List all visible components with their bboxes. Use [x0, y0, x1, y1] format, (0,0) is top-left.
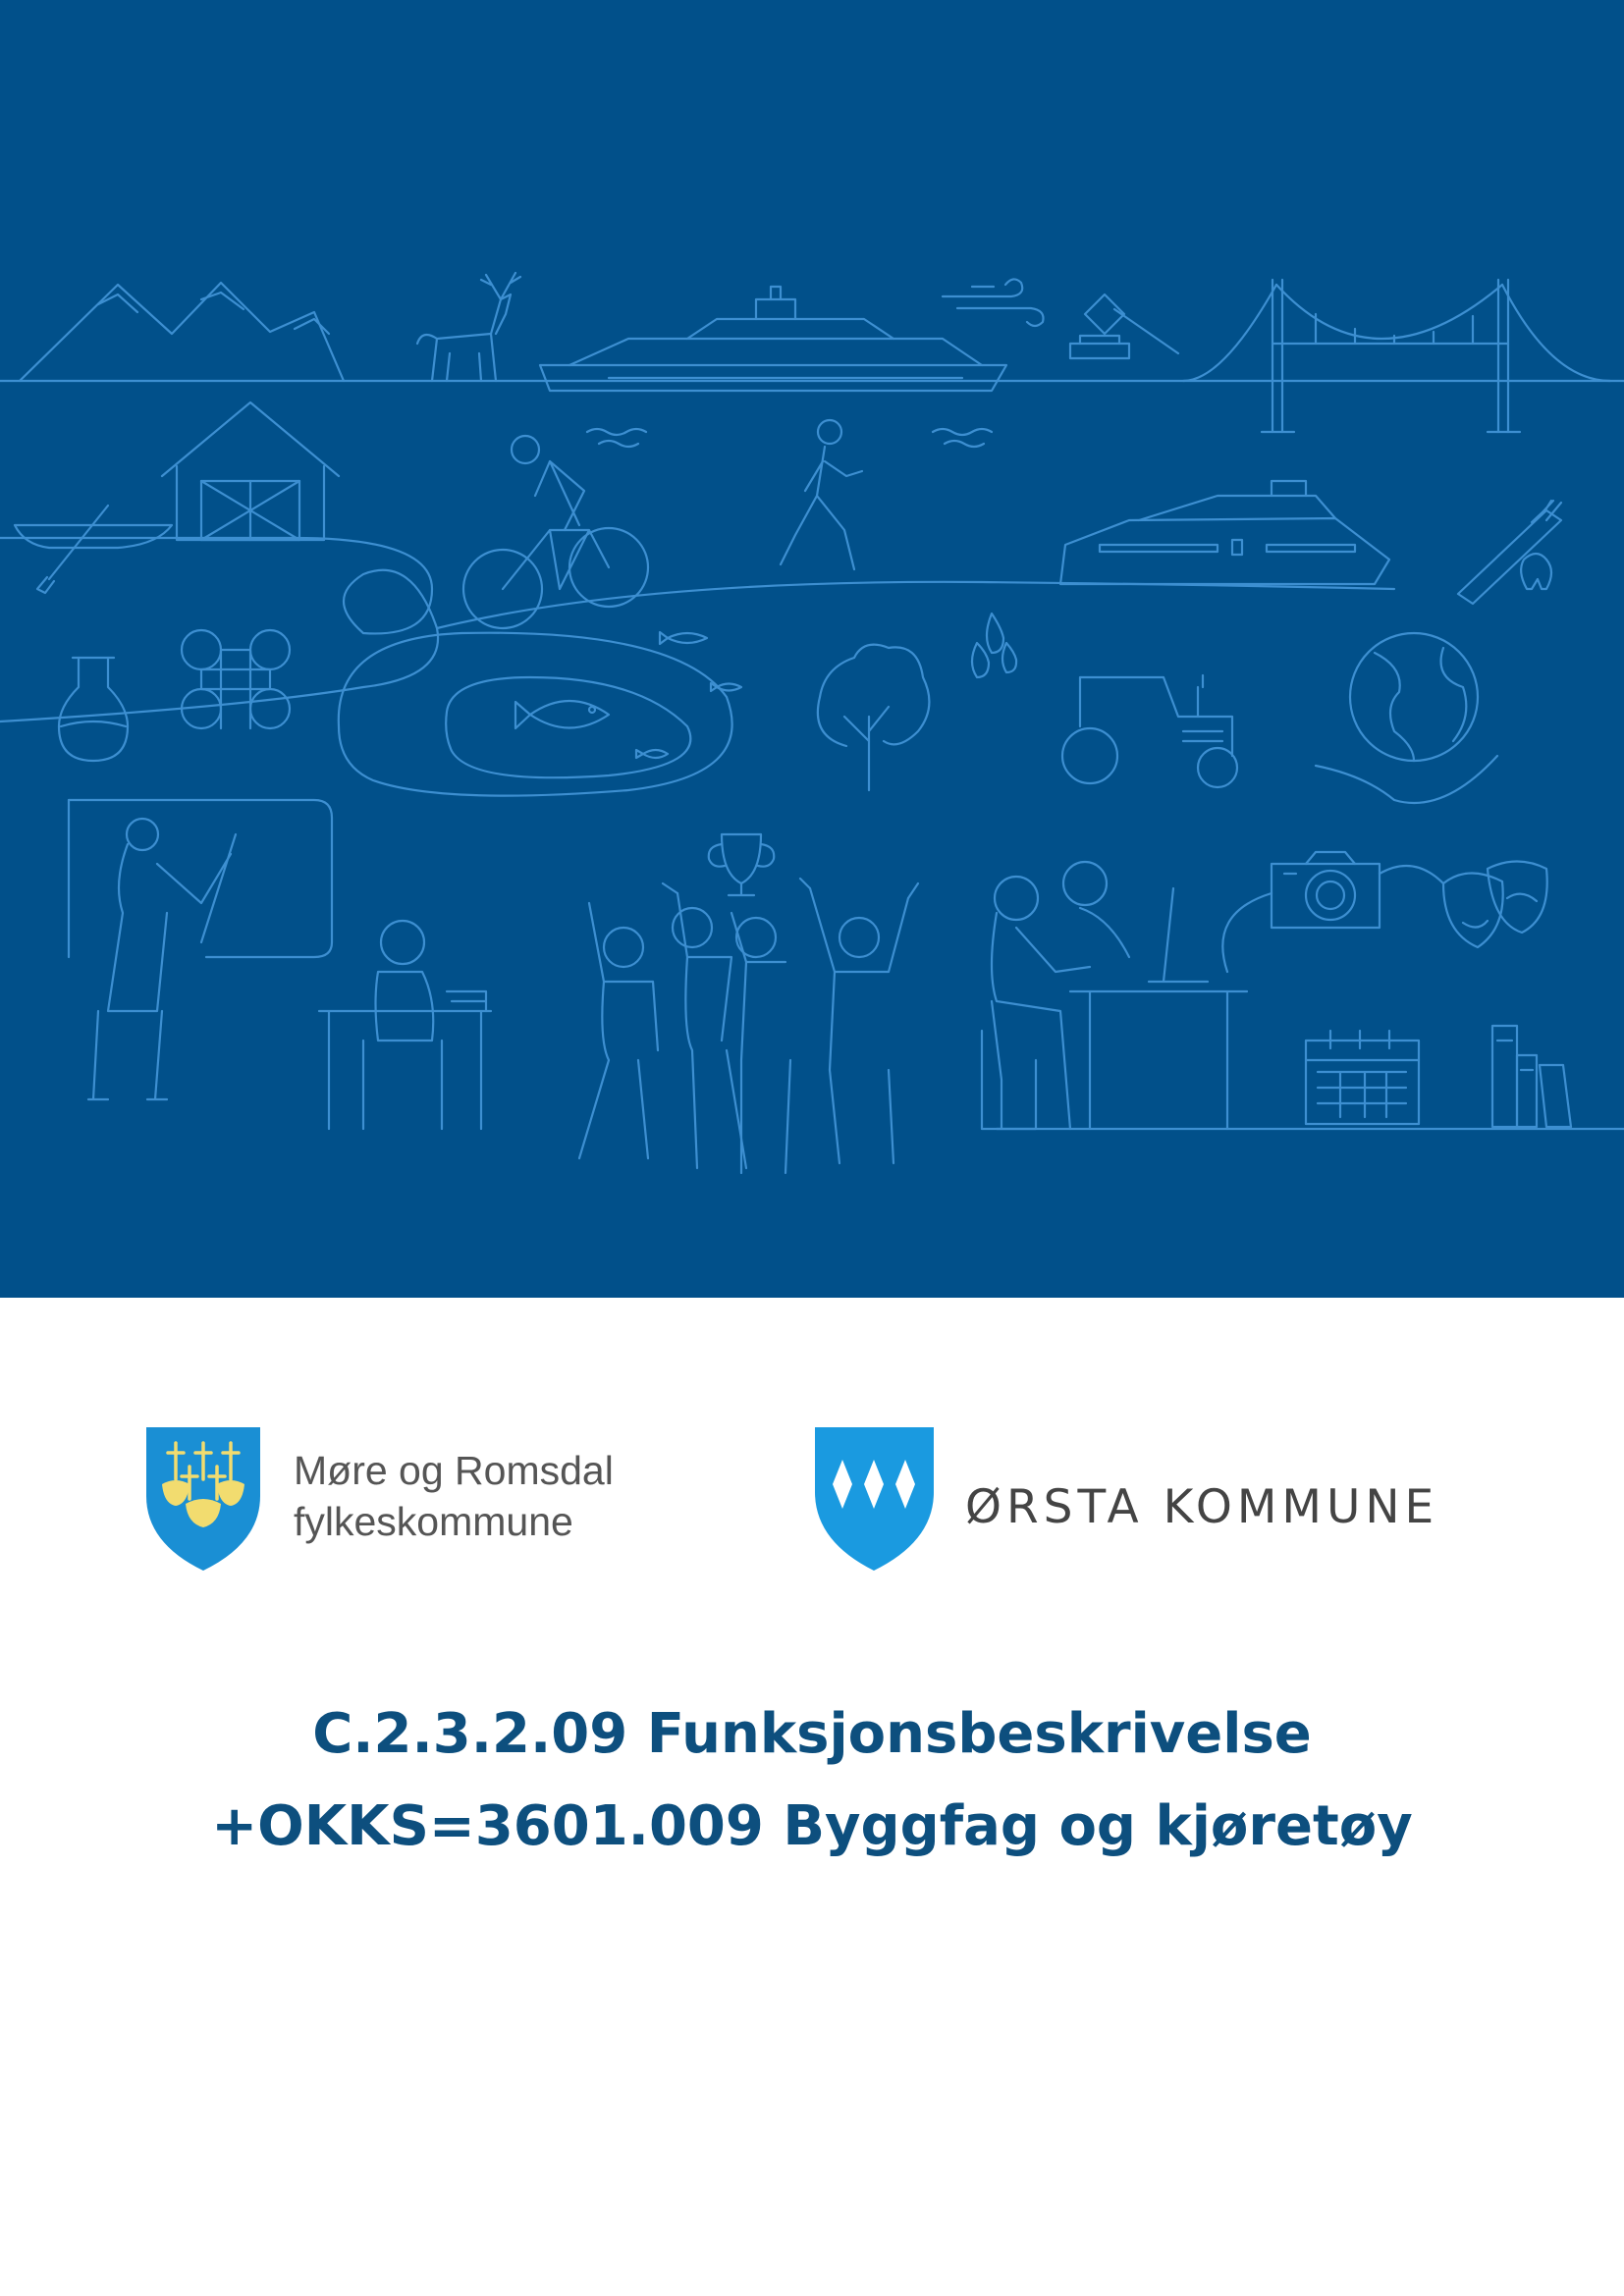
boathouse-icon: [162, 402, 339, 540]
logos-row: [0, 1414, 1624, 1580]
bridge-icon: [1183, 280, 1610, 432]
winding-path: [437, 582, 1394, 628]
student-desk-icon: [319, 921, 491, 1129]
office-workers-icon: [982, 862, 1624, 1129]
more-og-romsdal-shield-icon: [144, 1425, 262, 1573]
tractor-icon: [1062, 675, 1237, 787]
tree-icon: [818, 645, 930, 790]
water-drops-icon: [972, 614, 1016, 677]
runner-icon: [781, 420, 862, 569]
flask-icon: [59, 658, 128, 761]
cyclist-icon: [463, 436, 648, 628]
orsta-shield-icon: [813, 1425, 936, 1573]
orsta-kommune-name: ØRSTA KOMMUNE: [965, 1480, 1439, 1534]
command-symbol-icon: [182, 630, 290, 728]
waves-icon: [933, 429, 992, 447]
teacher-icon: [69, 800, 332, 1099]
theatre-masks-icon: [1443, 862, 1547, 948]
gavel-icon: [1070, 294, 1178, 358]
speedboat-icon: [1060, 481, 1389, 584]
wind-icon: [943, 279, 1044, 326]
globe-icon: [1316, 633, 1497, 803]
document-title: [0, 1688, 1624, 1873]
trophy-icon: [709, 834, 774, 895]
mountains-icon: [20, 283, 344, 381]
camera-icon: [1222, 852, 1443, 972]
more-og-romsdal-logo: [144, 1425, 694, 1573]
rowboat-icon: [15, 506, 172, 593]
tooth-icon: [1521, 554, 1551, 589]
calendar-icon: [1306, 1031, 1419, 1124]
title-line1: C.2.3.2.09 Funksjonsbeskrivelse: [312, 1702, 1312, 1766]
waves-icon: [587, 429, 646, 447]
more-og-romsdal-line2: fylkeskommune: [294, 1499, 573, 1544]
orsta-kommune-logo: [813, 1425, 1500, 1573]
ferry-icon: [540, 287, 1006, 391]
celebrating-group-icon: [579, 879, 918, 1173]
lake-icon: [339, 633, 732, 796]
more-og-romsdal-line1: Møre og Romsdal: [294, 1448, 614, 1493]
deer-icon: [417, 273, 520, 381]
winding-path: [0, 538, 438, 721]
title-line2: +OKKS=3601.009 Byggfag og kjøretøy: [211, 1794, 1413, 1858]
books-icon: [1492, 1026, 1571, 1127]
fish-icon: [515, 632, 741, 758]
